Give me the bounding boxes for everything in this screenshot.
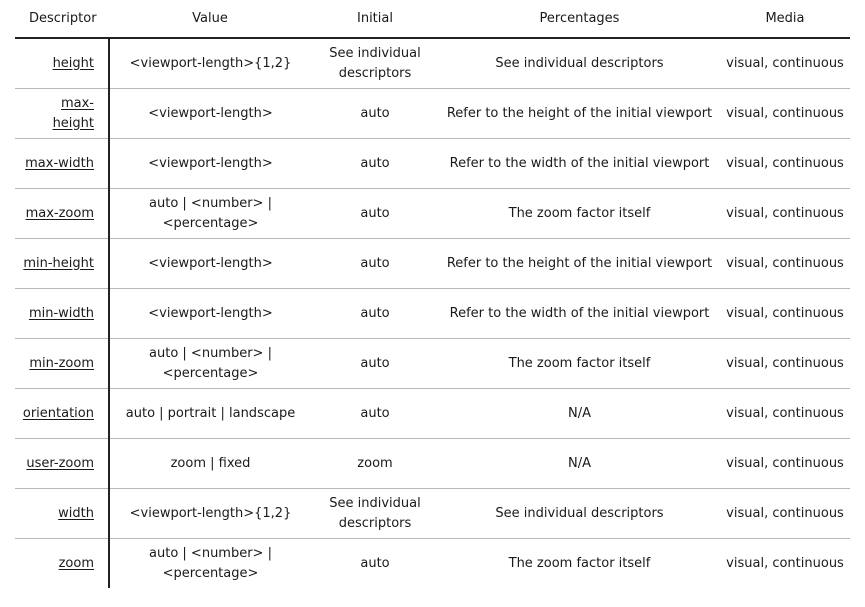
descriptor-link-max-zoom[interactable]: max-zoom bbox=[25, 205, 94, 221]
descriptor-link-min-zoom[interactable]: min-zoom bbox=[29, 355, 94, 371]
media-cell: visual, continuous bbox=[720, 189, 850, 239]
value-cell: <viewport-length> bbox=[109, 89, 311, 139]
descriptor-link-min-height[interactable]: min-height bbox=[23, 255, 94, 271]
header-row bbox=[15, 0, 850, 38]
descriptor-cell bbox=[15, 38, 109, 89]
initial-cell: auto bbox=[360, 555, 390, 571]
percentages-cell: The zoom factor itself bbox=[439, 339, 720, 389]
descriptor-cell bbox=[15, 239, 109, 289]
descriptor-cell bbox=[15, 339, 109, 389]
value-cell: <viewport-length> bbox=[109, 289, 311, 339]
table-header bbox=[15, 0, 850, 38]
header-descriptor: Descriptor bbox=[15, 0, 109, 38]
initial-cell: auto bbox=[311, 139, 439, 189]
descriptor-cell bbox=[15, 539, 109, 589]
initial-cell: zoom bbox=[311, 439, 439, 489]
descriptor-cell bbox=[15, 439, 109, 489]
descriptor-link-max-height[interactable]: max-height bbox=[52, 95, 94, 131]
initial-cell: auto bbox=[311, 389, 439, 439]
table-body bbox=[15, 38, 850, 588]
media-cell: visual, continuous bbox=[720, 38, 850, 89]
value-cell: <viewport-length> bbox=[109, 139, 311, 189]
descriptor-link-height[interactable]: height bbox=[52, 55, 94, 71]
media-cell: visual, continuous bbox=[720, 289, 850, 339]
descriptor-link-orientation[interactable]: orientation bbox=[22, 405, 94, 421]
media-cell: visual, continuous bbox=[726, 555, 844, 571]
viewport-descriptor-table bbox=[15, 0, 850, 588]
table-row bbox=[15, 189, 850, 239]
descriptor-cell bbox=[15, 489, 109, 539]
table-row bbox=[15, 439, 850, 489]
header-value: Value bbox=[109, 0, 311, 38]
header-percentages: Percentages bbox=[439, 0, 720, 38]
descriptor-cell bbox=[15, 89, 109, 139]
value-cell: auto | portrait | landscape bbox=[109, 389, 311, 439]
table-row bbox=[15, 339, 850, 389]
header-initial: Initial bbox=[311, 0, 439, 38]
descriptor-link-width[interactable]: width bbox=[58, 505, 94, 521]
descriptor-link-min-width[interactable]: min-width bbox=[28, 305, 94, 321]
table-row bbox=[15, 38, 850, 89]
descriptor-cell bbox=[15, 389, 109, 439]
table-row bbox=[15, 389, 850, 439]
media-cell: visual, continuous bbox=[720, 339, 850, 389]
media-cell: visual, continuous bbox=[720, 389, 850, 439]
value-cell: auto | <number> | <percentage> bbox=[109, 189, 311, 239]
percentages-cell: Refer to the height of the initial viewport bbox=[439, 89, 720, 139]
value-cell: zoom | fixed bbox=[109, 439, 311, 489]
percentages-cell: The zoom factor itself bbox=[508, 555, 651, 571]
value-cell: <viewport-length>{1,2} bbox=[109, 489, 311, 539]
initial-cell: auto bbox=[311, 189, 439, 239]
media-cell: visual, continuous bbox=[720, 139, 850, 189]
media-cell: visual, continuous bbox=[720, 439, 850, 489]
initial-cell: See individual descriptors bbox=[311, 38, 439, 89]
table-row bbox=[15, 489, 850, 539]
percentages-cell: N/A bbox=[439, 439, 720, 489]
percentages-cell: The zoom factor itself bbox=[439, 189, 720, 239]
table-row bbox=[15, 239, 850, 289]
value-cell: <viewport-length>{1,2} bbox=[109, 38, 311, 89]
table-row bbox=[15, 289, 850, 339]
table-row bbox=[15, 539, 850, 589]
percentages-cell: N/A bbox=[439, 389, 720, 439]
initial-cell: auto bbox=[311, 339, 439, 389]
percentages-cell: Refer to the height of the initial viewport bbox=[439, 239, 720, 289]
media-cell: visual, continuous bbox=[720, 489, 850, 539]
initial-cell: See individual descriptors bbox=[311, 489, 439, 539]
value-cell: auto | <number> | <percentage> bbox=[149, 545, 272, 581]
media-cell: visual, continuous bbox=[720, 239, 850, 289]
descriptor-cell bbox=[15, 289, 109, 339]
initial-cell: auto bbox=[311, 89, 439, 139]
initial-cell: auto bbox=[311, 239, 439, 289]
percentages-cell: See individual descriptors bbox=[439, 489, 720, 539]
descriptor-link-max-width[interactable]: max-width bbox=[25, 155, 94, 171]
value-cell: <viewport-length> bbox=[109, 239, 311, 289]
descriptor-link-user-zoom[interactable]: user-zoom bbox=[26, 455, 94, 471]
descriptor-link-zoom[interactable]: zoom bbox=[58, 555, 94, 571]
value-cell: auto | <number> | <percentage> bbox=[109, 339, 311, 389]
percentages-cell: Refer to the width of the initial viewport bbox=[439, 289, 720, 339]
header-media: Media bbox=[720, 0, 850, 38]
media-cell: visual, continuous bbox=[720, 89, 850, 139]
descriptor-cell bbox=[15, 139, 109, 189]
table-row bbox=[15, 89, 850, 139]
percentages-cell: See individual descriptors bbox=[439, 38, 720, 89]
descriptor-cell bbox=[15, 189, 109, 239]
initial-cell: auto bbox=[311, 289, 439, 339]
percentages-cell: Refer to the width of the initial viewport bbox=[439, 139, 720, 189]
table-row bbox=[15, 139, 850, 189]
